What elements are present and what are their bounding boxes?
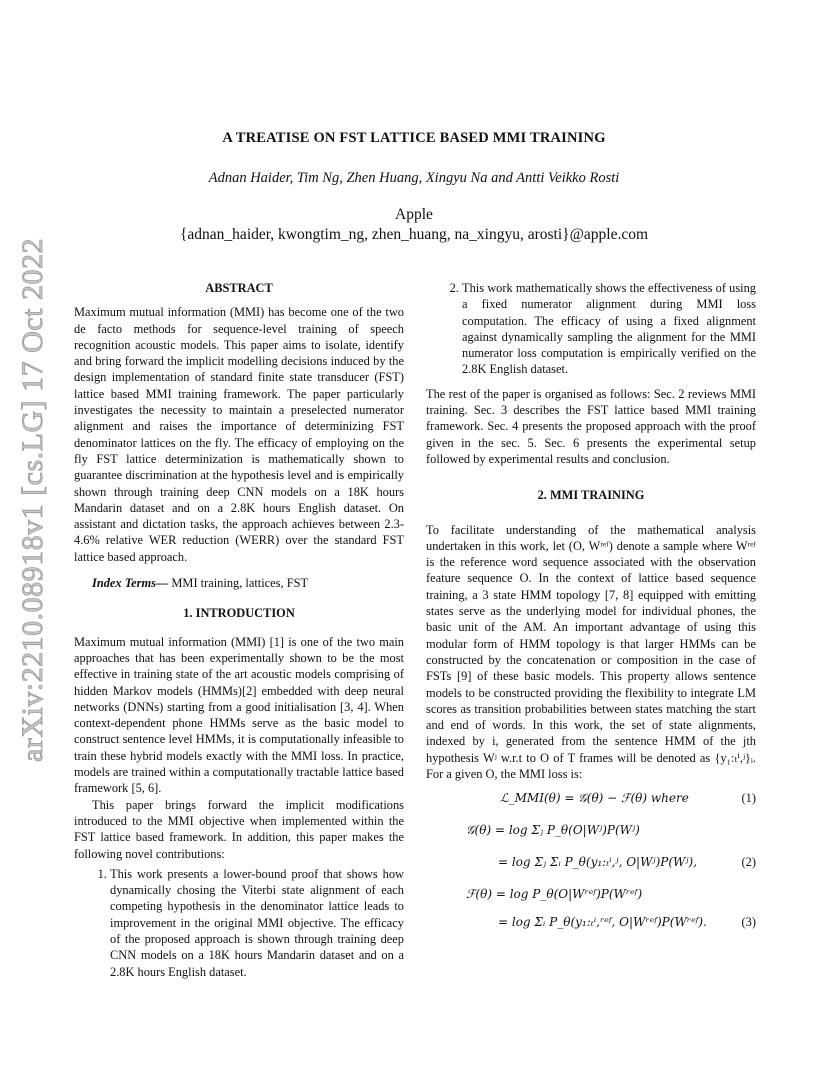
index-terms-text: MMI training, lattices, FST [168, 576, 309, 591]
equation-3-number: (3) [741, 915, 756, 930]
equations-block [426, 790, 756, 938]
index-terms-label: Index Terms— [92, 576, 169, 591]
equation-2-number: (2) [741, 855, 756, 870]
affiliation: Apple [395, 206, 433, 223]
mmi-paragraph-1: To facilitate understanding of the mathematical analysis undertaken in this work, let (O, Wʳᵉᶠ) denote a sample where Wʳᵉᶠ is the reference word sequence associated with the observation feature sequence O. In the context of lattice based sequence training, a 3 state HMM topology [7, 8] equipped with emitting states serve as the underlying model for individual phones, the basic unit of the AM. An important advantage of using this modular form of HMM topology is that larger HMMs can be constructed by the concatenation or composition in the case of FSTs [9] of these basic models. This property allows sentence models to be constructed providing the flexibility to integrate LM scores as transition probabilities between states matching the start and end of words. In this work, the set of state alignments, indexed by i, generated from the sentence HMM of the jth hypothesis Wʲ w.r.t to O of T frames will be denoted as {y₁:ₜⁱ,ʲ}ᵢ. For a given O, the MMI loss is: [426, 522, 756, 782]
intro-paragraph-3: The rest of the paper is organised as follows: Sec. 2 reviews MMI training. Sec. 3 describes the FST lattice based MMI training framework. Sec. 4 presents the proposed approach with the proof given in the sec. 5. Sec. 6 presents the experimental setup followed by experimental results and conclusion. [426, 386, 756, 466]
equation-1-number: (1) [741, 791, 756, 806]
equation-1 [426, 790, 756, 814]
paper-authors: Adnan Haider, Tim Ng, Zhen Huang, Xingyu Na and Antti Veikko Rosti [208, 170, 620, 186]
left-column [74, 280, 404, 980]
contributions-list-cont [426, 280, 756, 378]
equation-3b-body: = log Σᵢ P_θ(y₁:ₜⁱ,ʳᵉᶠ, O|Wʳᵉᶠ)P(Wʳᵉᶠ). [498, 915, 707, 930]
intro-heading: 1. INTRODUCTION [183, 606, 295, 621]
right-column [426, 280, 756, 938]
equation-3b [426, 914, 756, 938]
author-emails: {adnan_haider, kwongtim_ng, zhen_huang, na_xingyu, arosti}@apple.com [179, 226, 649, 243]
arxiv-stamp [16, 238, 50, 762]
equation-2b [426, 854, 756, 878]
index-terms [74, 575, 404, 591]
intro-paragraph-2: This paper brings forward the implicit modifications introduced to the MMI objective when implemented within the FST lattice based framework. In addition, this paper makes the following novel contributions: [74, 797, 404, 861]
equation-3a [426, 886, 756, 910]
mmi-heading: 2. MMI TRAINING [537, 488, 645, 503]
equation-2b-body: = log Σⱼ Σᵢ P_θ(y₁:ₜⁱ,ʲ, O|Wʲ)P(Wʲ), [498, 855, 698, 870]
arxiv-identifier: arXiv:2210.08918v1 [cs.LG] 17 Oct 2022 [16, 238, 50, 762]
contributions-list [74, 866, 404, 980]
contribution-item-2: 2. This work mathematically shows the effectiveness of using a fixed numerator alignment during MMI loss computation. The efficacy of using a fixed alignment against dynamically sampling the alignment for the MMI numerator loss computation is empirically verified on the 2.8K English dataset. [462, 280, 756, 378]
intro-paragraph-1: Maximum mutual information (MMI) [1] is one of the two main approaches that has been experimentally shown to be the most effective in training state of the art acoustic models comprising of hidden Markov models (HMMs)[2] embedded with deep neural networks (DNNs) starting from a good initialisation [3, 4]. When context-dependent phone HMMs serve as the basic model to construct sentence level HMMs, it is computationally infeasible to train these hybrid models exactly with the MMI loss. In practice, models are trained within a computationally tractable lattice based framework [5, 6]. [74, 634, 404, 796]
equation-1-body: ℒ_MMI(θ) = 𝒢(θ) − ℱ(θ) where [500, 791, 689, 806]
equation-3a-body: ℱ(θ) = log P_θ(O|Wʳᵉᶠ)P(Wʳᵉᶠ) [466, 887, 643, 902]
equation-2a-body: 𝒢(θ) = log Σⱼ P_θ(O|Wʲ)P(Wʲ) [466, 823, 640, 838]
equation-2a [426, 822, 756, 846]
abstract-heading: ABSTRACT [205, 281, 273, 295]
contribution-item-1: 1. This work presents a lower-bound proof that shows how dynamically chosing the Viterbi state alignment of each competing hypothesis in the denominator lattice leads to improvement in the original MMI objective. The efficacy of the proposed approach is shown through training deep CNN models on a 18K hours Mandarin dataset and on a 2.8K hours English dataset. [110, 866, 404, 980]
paper-title: A TREATISE ON FST LATTICE BASED MMI TRAINING [222, 130, 606, 146]
abstract-text: Maximum mutual information (MMI) has become one of the two de facto methods for sequence-level training of speech recognition acoustic models. This paper aims to isolate, identify and bring forward the implicit modelling decisions induced by the design implementation of standard finite state transducer (FST) lattice based MMI training framework. The paper particularly investigates the necessity to maintain a preselected numerator alignment and raises the importance of determinizing FST denominator lattices on the fly. The efficacy of employing on the fly FST lattice determinization is mathematically shown to guarantee discrimination at the hypothesis level and is empirically shown through training deep CNN models on a 18K hours Mandarin dataset and on a 2.8K hours English dataset. On assistant and dictation tasks, the approach achieves between 2.3-4.6% relative WER reduction (WERR) over the standard FST lattice based approach. [74, 305, 404, 564]
